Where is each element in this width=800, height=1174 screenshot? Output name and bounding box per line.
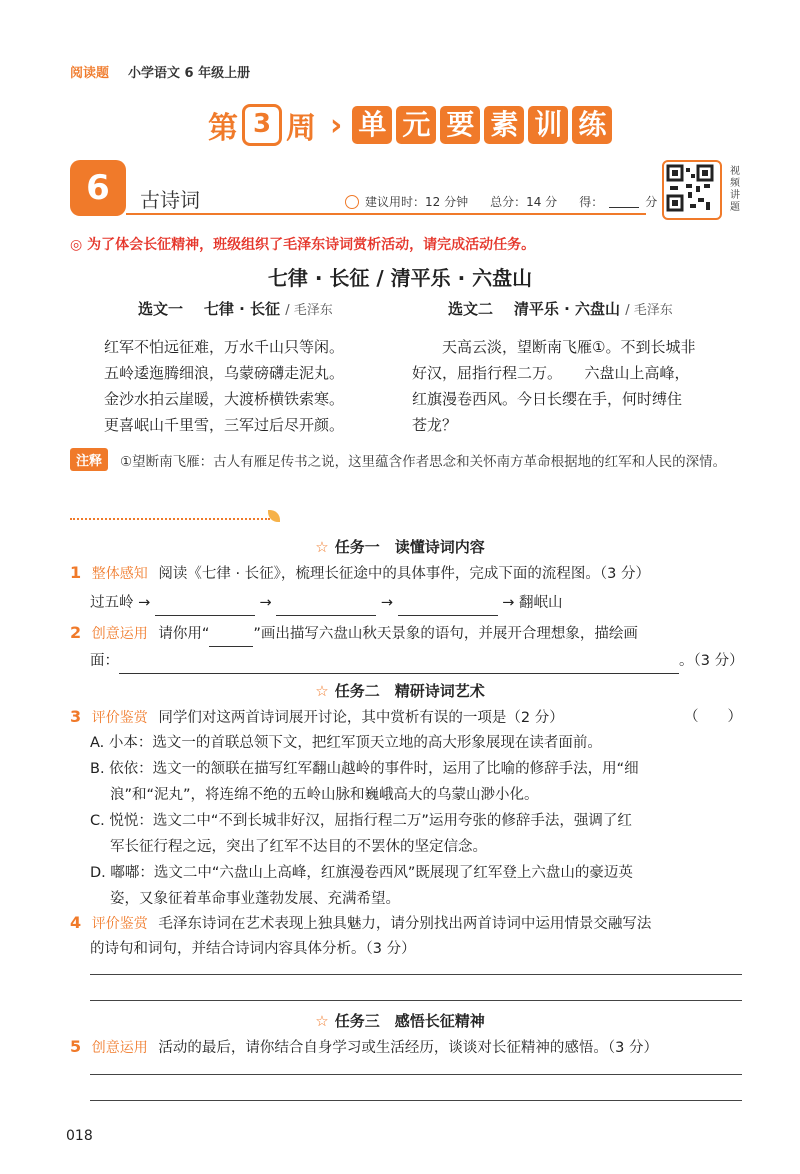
question-tag: 创意运用 (91, 626, 148, 642)
poem-line: 红军不怕远征难，万水千山只等闲。 (104, 338, 345, 356)
task-heading-2 (0, 680, 800, 701)
poem-left-body (104, 334, 344, 438)
poem-line: 苍龙？ (412, 416, 458, 434)
flow-start: 过五岭 (90, 595, 134, 611)
poem-line: 五岭逶迤腾细浪，乌蒙磅礴走泥丸。 (104, 364, 345, 382)
question-number: 5 (70, 1037, 82, 1056)
question-score: 。（3 分） (679, 653, 744, 669)
arrow-right-icon: → (502, 595, 515, 611)
poem-line: 金沙水拍云崖暖，大渡桥横铁索寒。 (104, 390, 345, 408)
poem-left-name: 七律 · 长征 (203, 300, 281, 318)
poem-right-body (412, 334, 695, 438)
week-suffix: 周 (286, 111, 316, 146)
score-label: 总分：14 分 (490, 195, 558, 209)
flow-blank-1[interactable] (155, 599, 255, 616)
week-banner (208, 104, 612, 146)
question-text: 阅读《七律 · 长征》，梳理长征途中的具体事件，完成下面的流程图。（3 分） (158, 566, 651, 582)
question-tag: 评价鉴赏 (91, 710, 148, 726)
score-unit: 分 (645, 195, 658, 209)
question-tag: 创意运用 (91, 1040, 148, 1056)
arrow-right-icon: → (380, 595, 394, 611)
question-tag: 评价鉴赏 (91, 916, 148, 932)
question-text: ”画出描写六盘山秋天景象的语句，并展开合理想象，描绘画 (253, 626, 638, 642)
underline-sample (209, 634, 253, 647)
note-text: ①望断南飞雁：古人有雁足传书之说，这里蕴含作者思念和关怀南方革命根据地的红军和人民的深情。 (120, 454, 727, 470)
note-tag: 注释 (70, 448, 108, 471)
unit-char: 训 (528, 106, 568, 144)
task-heading-3 (0, 1010, 800, 1031)
question-number: 1 (70, 563, 82, 582)
header-subtitle: 小学语文 6 年级上册 (128, 66, 251, 81)
option-d-cont: 姿，又象征着革命事业蓬勃发展、充满希望。 (110, 891, 400, 907)
qr-label: 视频讲题 (730, 166, 740, 213)
poem-right-heading (448, 298, 673, 319)
poem-left-label: 选文一 (138, 300, 184, 318)
poem-line: 天高云淡，望断南飞雁①。不到长城非 (442, 338, 696, 356)
question-2 (70, 620, 638, 647)
poems-title: 七律 · 长征 / 清平乐 · 六盘山 (267, 266, 533, 290)
qr-code-icon[interactable] (662, 160, 722, 220)
option-c[interactable]: C. 悦悦：选文二中“不到长城非好汉，屈指行程二万”运用夸张的修辞手法，强调了红 (90, 813, 632, 829)
unit-char: 元 (396, 106, 436, 144)
star-icon: ☆ (315, 538, 329, 556)
arrow-right-icon: → (259, 595, 272, 611)
week-number: 3 (242, 104, 282, 146)
task-heading-1 (0, 536, 800, 557)
star-icon: ☆ (315, 1012, 329, 1030)
poem-left-author: / 毛泽东 (285, 303, 333, 318)
q2-answer-blank[interactable] (119, 657, 679, 674)
option-b-cont: 浪”和“泥丸”，将连绵不绝的五岭山脉和巍峨高大的乌蒙山渺小化。 (110, 787, 539, 803)
task-label: 任务三 感悟长征精神 (334, 1012, 485, 1030)
question-3 (70, 704, 564, 731)
header-tag: 阅读题 (70, 66, 110, 81)
poem-line: 红旗漫卷西风。今日长缨在手，何时缚住 (412, 390, 683, 408)
flow-blank-3[interactable] (398, 599, 498, 616)
unit-char: 单 (352, 106, 392, 144)
answer-paren[interactable]: （ ） (684, 709, 742, 725)
question-text: 毛泽东诗词在艺术表现上独具魅力，请分别找出两首诗词中运用情景交融写法 (158, 916, 652, 932)
time-label: 建议用时：12 分钟 (365, 195, 469, 209)
answer-line[interactable] (90, 1074, 742, 1075)
unit-char: 素 (484, 106, 524, 144)
score-blank[interactable] (609, 195, 639, 208)
get-label: 得： (579, 195, 604, 209)
answer-line[interactable] (90, 974, 742, 975)
arrow-right-icon: → (138, 595, 151, 611)
question-4 (70, 910, 651, 937)
q1-flowchart (90, 590, 563, 616)
question-number: 4 (70, 913, 82, 932)
question-1 (70, 560, 650, 587)
section-divider (126, 213, 646, 215)
star-icon: ☆ (315, 682, 329, 700)
chevron-right-icon: › (330, 107, 343, 143)
task-label: 任务一 读懂诗词内容 (334, 538, 485, 556)
answer-line[interactable] (90, 1000, 742, 1001)
option-d[interactable]: D. 嘟嘟：选文二中“六盘山上高峰，红旗漫卷西风”既展现了红军登上六盘山的豪迈英 (90, 865, 633, 881)
week-prefix: 第 (208, 111, 238, 146)
page-number: 018 (66, 1128, 93, 1144)
flow-blank-2[interactable] (276, 599, 376, 616)
question-4-line2: 的诗句和词句，并结合诗词内容具体分析。（3 分） (90, 941, 416, 957)
dotted-divider (70, 518, 270, 520)
unit-title (352, 106, 612, 144)
question-5 (70, 1034, 658, 1061)
question-tag: 整体感知 (91, 566, 148, 582)
option-a[interactable]: A. 小本：选文一的首联总领下文，把红军顶天立地的高大形象展现在读者面前。 (90, 735, 602, 751)
poem-line: 好汉，屈指行程二万。 六盘山上高峰， (412, 364, 690, 382)
question-number: 2 (70, 623, 82, 642)
leaf-icon (268, 510, 280, 522)
poem-right-author: / 毛泽东 (625, 303, 673, 318)
question-text: 活动的最后，请你结合自身学习或生活经历，谈谈对长征精神的感悟。（3 分） (158, 1040, 658, 1056)
q3-options (90, 730, 750, 912)
task-label: 任务二 精研诗词艺术 (334, 682, 485, 700)
poem-line: 更喜岷山千里雪，三军过后尽开颜。 (104, 416, 345, 434)
question-number: 3 (70, 707, 82, 726)
answer-line[interactable] (90, 1100, 742, 1101)
option-b[interactable]: B. 依依：选文一的颔联在描写红军翻山越岭的事件时，运用了比喻的修辞手法，用“细 (90, 761, 639, 777)
section-meta (345, 193, 657, 210)
question-text: 面： (90, 653, 119, 669)
option-c-cont: 军长征行程之远，突出了红军不达目的不罢休的坚定信念。 (110, 839, 487, 855)
unit-char: 要 (440, 106, 480, 144)
flow-end: 翻岷山 (519, 595, 563, 611)
question-2-line2 (90, 648, 744, 674)
section-title: 古诗词 (140, 188, 200, 212)
section-number: 6 (70, 160, 126, 216)
clock-icon (345, 195, 359, 209)
poem-left-heading (138, 298, 333, 319)
unit-char: 练 (572, 106, 612, 144)
question-text: 同学们对这两首诗词展开讨论，其中赏析有误的一项是（2 分） (158, 710, 564, 726)
poem-right-name: 清平乐 · 六盘山 (513, 300, 621, 318)
question-text: 请你用“ (158, 626, 210, 642)
activity-intro: ◎ 为了体会长征精神，班级组织了毛泽东诗词赏析活动，请完成活动任务。 (70, 237, 536, 253)
poem-right-label: 选文二 (448, 300, 494, 318)
